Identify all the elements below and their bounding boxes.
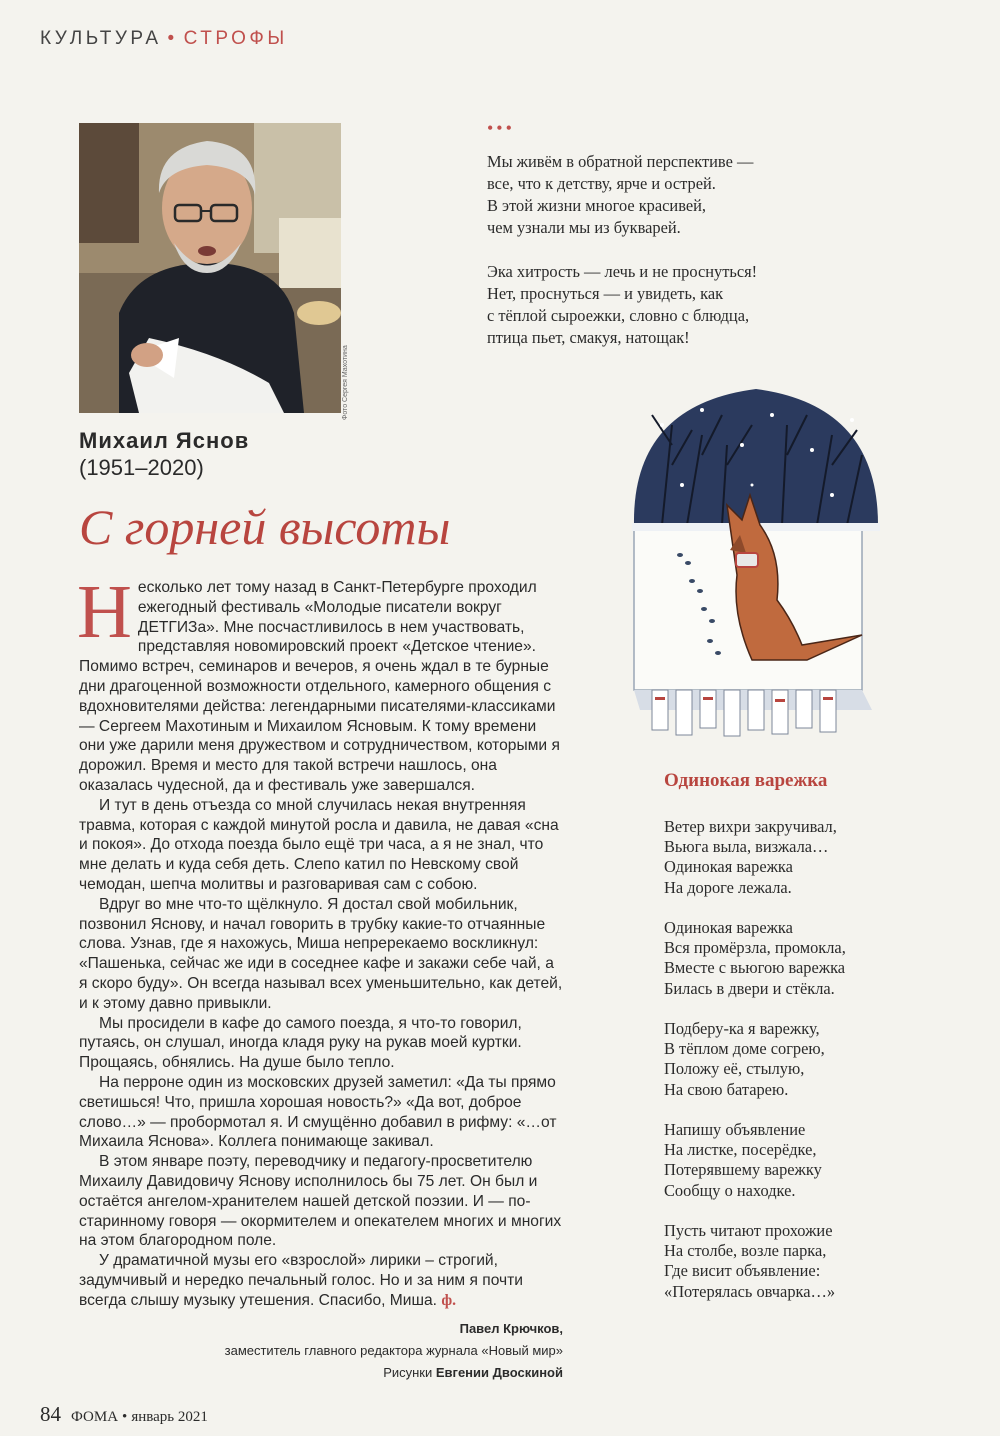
poem-line: Вместе с вьюгою варежка: [664, 958, 846, 978]
rubric-subsection: СТРОФЫ: [183, 28, 288, 49]
illustrator-name: Евгении Двоскиной: [435, 1365, 563, 1380]
footer-separator: •: [122, 1409, 128, 1425]
paragraph-text: У драматичной музы его «взрослой» лирики – строгий, задумчивый и нередко печальный голос. Но и за ним я почти всегда слышу музыку утешения. Спасибо, Миша.: [79, 1252, 523, 1309]
rubric: [40, 28, 288, 50]
poem-line: Одинокая варежка: [664, 918, 793, 937]
paragraph-text: есколько лет тому назад в Санкт-Петербурге проходил ежегодный фестиваль «Молодые писатели вокруг ДЕТГИЗа». Мне посчастливилось в нем участвовать, представляя новомировский проект «Детское чтение». Помимо встреч, семинаров и вечеров, я очень ждал в те бурные дни драгоценной возможности отдельного, камерного общения с вдохновителями действа: легендарными писателями-классиками — Сергеем Махотиным и Михаилом Ясновым. К тому времени они уже дарили меня дружеством и сотрудничеством, которыми я дорожил. Время и место для такой встречи нашлось, она оказалась чудесной, да и фестиваль уже завершался.: [79, 579, 560, 794]
poem-line: Пусть читают прохожие: [664, 1221, 833, 1240]
author-name: Михаил Яснов: [79, 428, 250, 453]
rubric-section: КУЛЬТУРА: [40, 28, 162, 49]
poem-line: Ветер вихри закручивал,: [664, 817, 837, 836]
page-footer: [40, 1402, 208, 1427]
article-paragraph: [77, 570, 563, 796]
poem-line: На дороге лежала.: [664, 877, 792, 897]
author-photo-drawing: [79, 123, 341, 413]
poem-line: Положу её, стылую,: [664, 1059, 805, 1079]
poem-perspective: [487, 151, 847, 371]
poem-line: На листке, посерёдке,: [664, 1140, 817, 1160]
article-paragraph: Вдруг во мне что-то щёлкнуло. Я достал свой мобильник, позвонил Яснову, и начал говорить в трубку какие-то отчаянные слова. Узнав, где я нахожусь, Миша непререкаемо воскликнул: «Пашенька, сейчас же иди в соседнее кафе и закажи себе чай, а я скоро буду». Он всегда называл всех уменьшительно, как детей, и к этому давно привыкли.: [79, 895, 563, 1012]
poem-line: птица пьет, смакуя, натощак!: [487, 328, 690, 347]
article-body: [77, 570, 563, 1310]
page-number: 84: [40, 1402, 61, 1426]
article-paragraph: Мы просидели в кафе до самого поезда, я что-то говорил, путаясь, он слушал, иногда кладя руку на рукав моей куртки. Прощаясь, обнялись. На душе было тепло.: [79, 1014, 522, 1072]
poem-stanza: [664, 1120, 944, 1201]
article-paragraph: В этом январе поэту, переводчику и педагогу-просветителю Михаилу Давидовичу Яснову исполнилось бы 75 лет. Он был и остаётся ангелом-хранителем нашей детской поэзии. И — по-старинному говоря — окормителем и опекателем многих и многих на этом благородном поле.: [79, 1153, 562, 1250]
signature: [225, 1318, 563, 1384]
photo-credit: Фото Сергея Махотина: [342, 345, 349, 420]
poem-line: Одинокая варежка: [664, 857, 793, 877]
article-title: С горней высоты: [79, 499, 451, 555]
signature-drawings: [225, 1362, 563, 1384]
rubric-separator: •: [167, 28, 178, 49]
poem-line: Где висит объявление:: [664, 1261, 821, 1281]
poem-stanza: [664, 1019, 944, 1100]
poem-line: Подберу-ка я варежку,: [664, 1019, 820, 1038]
poem-line: Мы живём в обратной перспективе —: [487, 152, 754, 171]
dog-illustration: [632, 385, 880, 747]
poem-stanza: [487, 261, 847, 349]
article-paragraph: [79, 1251, 563, 1310]
poem-line: Билась в двери и стёкла.: [664, 978, 835, 998]
poem-line: Вся промёрзла, промокла,: [664, 938, 846, 958]
poem-line: Сообщу о находке.: [664, 1180, 796, 1200]
poem2-title: Одинокая варежка: [664, 770, 828, 791]
poem-line: «Потерялась овчарка…»: [664, 1281, 836, 1301]
issue-date: январь 2021: [131, 1409, 208, 1425]
poem-line: чем узнали мы из букварей.: [487, 218, 681, 237]
article-paragraph: И тут в день отъезда со мной случилась некая внутренняя травма, которая с каждой минутой росла и давила, не давая «сна и покоя». До отхода поезда было ещё три часа, а я не знал, что мне делать и куда себя деть. Слепо катил по Невскому свой чемодан, шепча молитвы и разговаривая сам с собою.: [79, 796, 559, 893]
poem-ornament: •••: [487, 118, 515, 138]
poem-line: с тёплой сыроежки, словно с блюдца,: [487, 306, 750, 325]
poem-line: В этой жизни многое красивей,: [487, 196, 706, 215]
poem-line: В тёплом доме согрею,: [664, 1039, 825, 1059]
poem-line: На столбе, возле парка,: [664, 1241, 827, 1261]
dog-illustration-drawing: [632, 385, 880, 747]
article-paragraph: На перроне один из московских друзей заметил: «Да ты прямо светишься! Что, пришла хорошая новость?» «Да вот, доброе слово…» — пробормотал я. И смущённо добавил в рифму: «…от Михаила Яснова». Коллега понимающе закивал.: [79, 1073, 557, 1151]
poem-stanza: [664, 918, 944, 999]
poem-line: все, что к детству, ярче и острей.: [487, 174, 716, 193]
poem-stanza: [487, 151, 847, 239]
poem-line: Напишу объявление: [664, 1120, 806, 1139]
poem-line: Нет, проснуться — и увидеть, как: [487, 284, 724, 303]
author-photo: [79, 123, 341, 413]
end-mark: ф.: [441, 1291, 457, 1309]
poem-mitten: [664, 817, 944, 1322]
poem-line: Потерявшему варежку: [664, 1160, 822, 1180]
poem-line: Вьюга выла, визжала…: [664, 837, 829, 857]
poem-line: На свою батарею.: [664, 1079, 789, 1099]
poem-stanza: [664, 1221, 944, 1302]
poem-line: Эка хитрость — лечь и не проснуться!: [487, 262, 758, 281]
dropcap: Н: [77, 570, 132, 654]
magazine-name: ФОМА: [71, 1409, 119, 1425]
poem-stanza: [664, 817, 944, 898]
drawings-label: Рисунки: [383, 1365, 433, 1380]
author-years: (1951–2020): [79, 455, 204, 480]
signature-position: заместитель главного редактора журнала «Новый мир»: [224, 1343, 563, 1358]
signature-author: Павел Крючков,: [459, 1321, 563, 1336]
